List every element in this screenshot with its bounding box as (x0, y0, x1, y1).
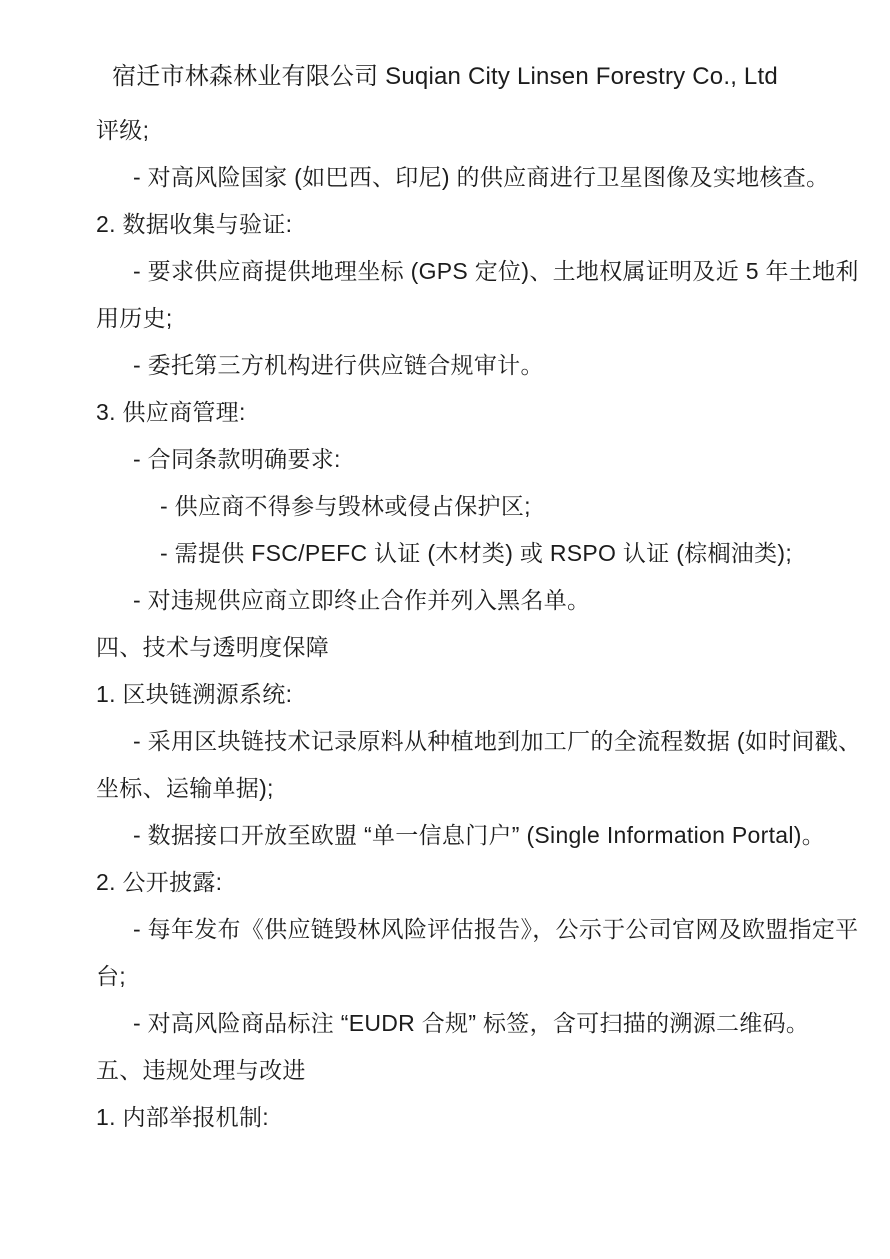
document-line: - 要求供应商提供地理坐标 (GPS 定位)、土地权属证明及近 5 年土地利 (133, 258, 859, 284)
document-line: - 对高风险国家 (如巴西、印尼) 的供应商进行卫星图像及实地核查。 (133, 164, 830, 190)
document-line: 坐标、运输单据); (96, 775, 274, 801)
document-body (96, 107, 890, 1141)
document-line: 2. 公开披露: (96, 869, 223, 895)
document-line: 评级; (96, 117, 150, 143)
document-line: 五、违规处理与改进 (96, 1057, 306, 1083)
document-line: 1. 内部举报机制: (96, 1104, 269, 1130)
document-line: 3. 供应商管理: (96, 399, 246, 425)
document-line: - 对违规供应商立即终止合作并列入黑名单。 (133, 587, 591, 613)
document-line: 用历史; (96, 305, 173, 331)
document-line: - 对高风险商品标注 “EUDR 合规” 标签，含可扫描的溯源二维码。 (133, 1010, 810, 1036)
document-line: 1. 区块链溯源系统: (96, 681, 293, 707)
document-line: - 需提供 FSC/PEFC 认证 (木材类) 或 RSPO 认证 (棕榈油类); (160, 540, 793, 566)
document-line: - 供应商不得参与毁林或侵占保护区; (160, 493, 531, 519)
document-line: - 采用区块链技术记录原料从种植地到加工厂的全流程数据 (如时间戳、 (133, 728, 862, 754)
document-line: 2. 数据收集与验证: (96, 211, 293, 237)
document-line: 四、技术与透明度保障 (96, 634, 329, 660)
document-line: - 数据接口开放至欧盟 “单一信息门户” (Single Information Portal)。 (133, 822, 826, 848)
document-line: 台; (96, 963, 126, 989)
document-title: 宿迁市林森林业有限公司 Suqian City Linsen Forestry Co., Ltd (112, 63, 778, 90)
document-line: - 合同条款明确要求: (133, 446, 341, 472)
document-line: - 每年发布《供应链毁林风险评估报告》，公示于公司官网及欧盟指定平 (133, 916, 859, 942)
document-line: - 委托第三方机构进行供应链合规审计。 (133, 352, 544, 378)
